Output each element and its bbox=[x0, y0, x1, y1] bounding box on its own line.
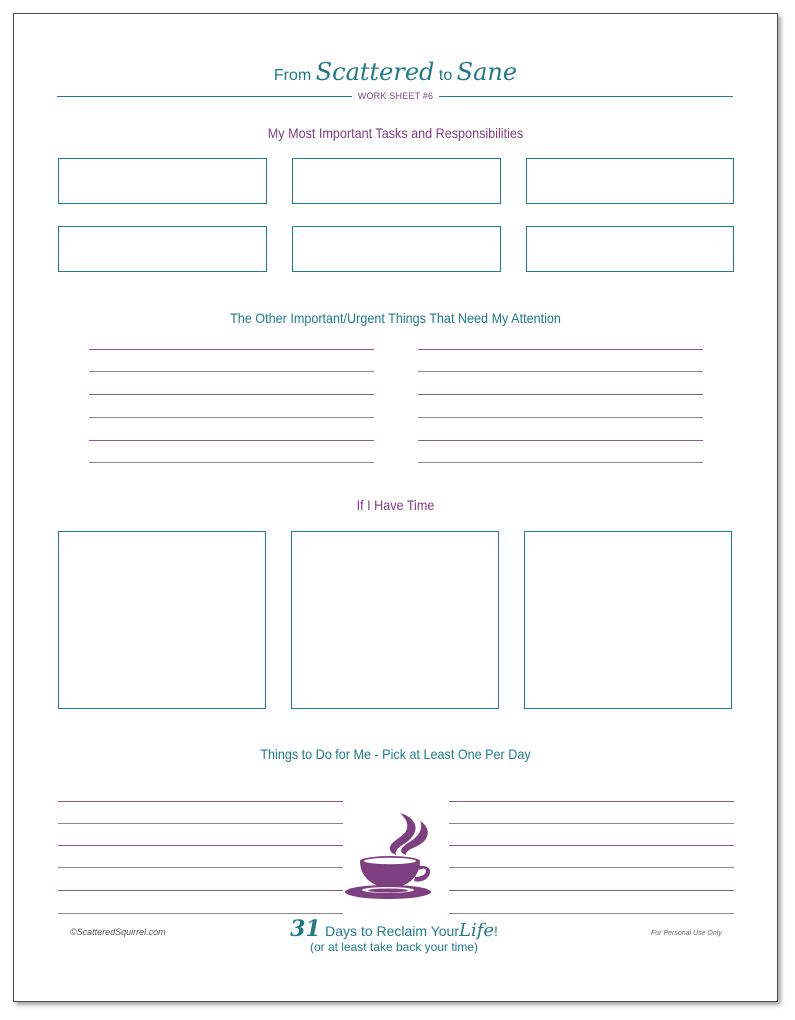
writing-line[interactable] bbox=[89, 349, 374, 350]
writing-line[interactable] bbox=[58, 845, 343, 846]
writing-line[interactable] bbox=[449, 867, 734, 868]
writing-line[interactable] bbox=[418, 462, 703, 463]
writing-line[interactable] bbox=[449, 823, 734, 824]
task-box[interactable] bbox=[58, 226, 267, 272]
worksheet-title bbox=[14, 58, 777, 86]
brand-life: Life bbox=[459, 920, 495, 941]
writing-line[interactable] bbox=[89, 440, 374, 441]
title-to: to bbox=[438, 67, 453, 84]
writing-line[interactable] bbox=[58, 801, 343, 802]
writing-line[interactable] bbox=[449, 890, 734, 891]
title-scattered: Scattered bbox=[315, 58, 435, 86]
brand-logo bbox=[264, 916, 524, 942]
if-time-box[interactable] bbox=[524, 531, 732, 709]
writing-line[interactable] bbox=[449, 801, 734, 802]
writing-line[interactable] bbox=[418, 349, 703, 350]
writing-line[interactable] bbox=[89, 462, 374, 463]
brand-middle: Days to Reclaim Your bbox=[325, 923, 459, 939]
title-from: From bbox=[273, 67, 312, 84]
worksheet-page bbox=[13, 13, 778, 1002]
section-heading-urgent: The Other Important/Urgent Things That Need My Attention bbox=[230, 310, 561, 326]
brand-number: 31 bbox=[290, 916, 321, 942]
writing-line[interactable] bbox=[89, 417, 374, 418]
writing-line[interactable] bbox=[418, 440, 703, 441]
writing-line[interactable] bbox=[58, 867, 343, 868]
task-box[interactable] bbox=[526, 226, 734, 272]
writing-line[interactable] bbox=[449, 845, 734, 846]
writing-line[interactable] bbox=[418, 417, 703, 418]
worksheet-number: WORK SHEET #6 bbox=[357, 91, 434, 101]
section-heading-tasks: My Most Important Tasks and Responsibilities bbox=[267, 125, 524, 141]
writing-line[interactable] bbox=[418, 371, 703, 372]
brand-exclamation: ! bbox=[494, 923, 498, 939]
section-heading-if-time: If I Have Time bbox=[356, 497, 435, 513]
title-sane: Sane bbox=[456, 58, 518, 86]
writing-line[interactable] bbox=[418, 394, 703, 395]
task-box[interactable] bbox=[292, 226, 501, 272]
task-box[interactable] bbox=[58, 158, 267, 204]
writing-line[interactable] bbox=[58, 890, 343, 891]
teacup-icon bbox=[344, 809, 444, 901]
writing-line[interactable] bbox=[89, 371, 374, 372]
brand-tagline: (or at least take back your time) bbox=[309, 940, 479, 954]
writing-line[interactable] bbox=[58, 913, 343, 914]
section-heading-for-me: Things to Do for Me - Pick at Least One Per Day bbox=[260, 746, 531, 762]
if-time-box[interactable] bbox=[291, 531, 499, 709]
task-box[interactable] bbox=[526, 158, 734, 204]
writing-line[interactable] bbox=[449, 913, 734, 914]
copyright-text: ©ScatteredSquirrel.com bbox=[70, 927, 166, 937]
if-time-box[interactable] bbox=[58, 531, 266, 709]
task-box[interactable] bbox=[292, 158, 501, 204]
writing-line[interactable] bbox=[89, 394, 374, 395]
writing-line[interactable] bbox=[58, 823, 343, 824]
usage-note: For Personal Use Only bbox=[651, 930, 722, 937]
